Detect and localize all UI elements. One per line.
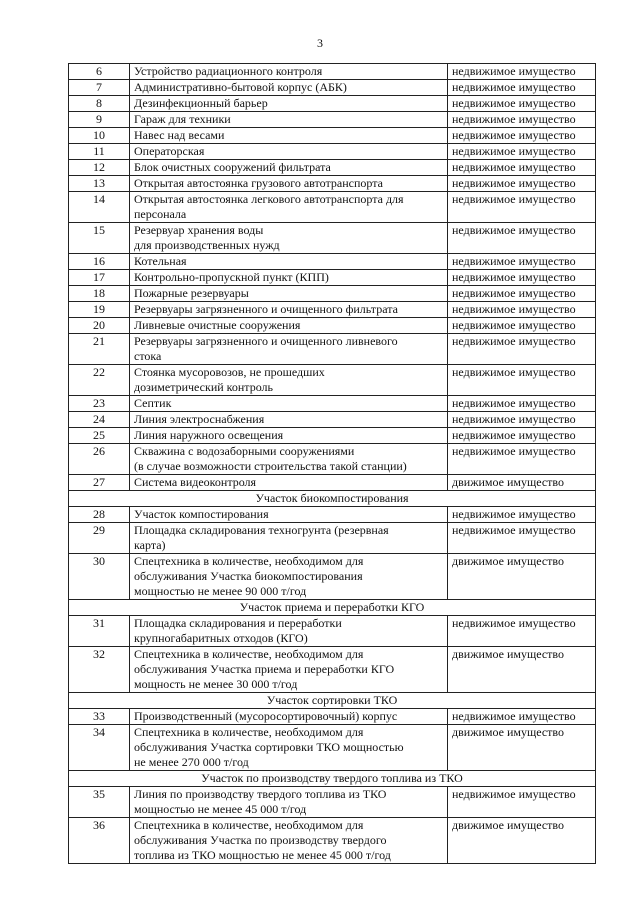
row-number: 35 xyxy=(69,787,130,818)
row-number: 10 xyxy=(69,128,130,144)
object-name-line: стока xyxy=(134,349,162,363)
table-row xyxy=(69,616,596,647)
property-type: движимое имущество xyxy=(448,818,596,864)
object-name-line: не менее 270 000 т/год xyxy=(134,755,249,769)
property-type: недвижимое имущество xyxy=(448,412,596,428)
property-type: недвижимое имущество xyxy=(448,192,596,223)
object-name-line: Резервуары загрязненного и очищенного ливневого xyxy=(134,334,398,348)
object-name-cell xyxy=(130,396,448,412)
object-name-cell xyxy=(130,64,448,80)
property-type: недвижимое имущество xyxy=(448,507,596,523)
table-row xyxy=(69,144,596,160)
row-number: 17 xyxy=(69,270,130,286)
object-name-cell xyxy=(130,160,448,176)
object-name-cell xyxy=(130,818,448,864)
property-type: движимое имущество xyxy=(448,475,596,491)
property-type: недвижимое имущество xyxy=(448,96,596,112)
table-row xyxy=(69,254,596,270)
object-name-line: Пожарные резервуары xyxy=(134,286,249,300)
row-number: 24 xyxy=(69,412,130,428)
object-name-line: Скважина с водозаборными сооружениями xyxy=(134,444,355,458)
object-name-cell xyxy=(130,365,448,396)
row-number: 8 xyxy=(69,96,130,112)
property-type: недвижимое имущество xyxy=(448,112,596,128)
table-row xyxy=(69,412,596,428)
row-number: 28 xyxy=(69,507,130,523)
object-name-cell xyxy=(130,302,448,318)
row-number: 21 xyxy=(69,334,130,365)
object-name-line: Система видеоконтроля xyxy=(134,475,257,489)
object-name-line: топлива из ТКО мощностью не менее 45 000 т/год xyxy=(134,848,391,862)
row-number: 26 xyxy=(69,444,130,475)
object-name-line: Площадка складирования техногрунта (резервная xyxy=(134,523,389,537)
table-row xyxy=(69,176,596,192)
property-type: недвижимое имущество xyxy=(448,254,596,270)
section-header-row xyxy=(69,693,596,709)
object-name-cell xyxy=(130,725,448,771)
section-title: Участок сортировки ТКО xyxy=(69,693,596,709)
row-number: 30 xyxy=(69,554,130,600)
object-name-line: обслуживания Участка по производству твердого xyxy=(134,833,387,847)
property-type: недвижимое имущество xyxy=(448,160,596,176)
object-name-line: Административно-бытовой корпус (АБК) xyxy=(134,80,347,94)
row-number: 6 xyxy=(69,64,130,80)
object-name-line: обслуживания Участка сортировки ТКО мощностью xyxy=(134,740,404,754)
table-row xyxy=(69,444,596,475)
section-title: Участок приема и переработки КГО xyxy=(69,600,596,616)
object-name-cell xyxy=(130,523,448,554)
object-name-line: Контрольно-пропускной пункт (КПП) xyxy=(134,270,329,284)
row-number: 12 xyxy=(69,160,130,176)
section-header-row xyxy=(69,771,596,787)
object-name-line: Спецтехника в количестве, необходимом для xyxy=(134,554,364,568)
table-row xyxy=(69,64,596,80)
table-row xyxy=(69,787,596,818)
table-row xyxy=(69,302,596,318)
object-name-line: Линия по производству твердого топлива из ТКО xyxy=(134,787,387,801)
table-row xyxy=(69,647,596,693)
property-type: недвижимое имущество xyxy=(448,270,596,286)
object-name-line: мощностью не менее 90 000 т/год xyxy=(134,584,307,598)
property-type: недвижимое имущество xyxy=(448,428,596,444)
section-title: Участок биокомпостирования xyxy=(69,491,596,507)
object-name-cell xyxy=(130,334,448,365)
object-name-cell xyxy=(130,554,448,600)
object-name-line: Открытая автостоянка грузового автотранспорта xyxy=(134,176,383,190)
object-name-line: Ливневые очистные сооружения xyxy=(134,318,301,332)
property-type: недвижимое имущество xyxy=(448,302,596,318)
row-number: 25 xyxy=(69,428,130,444)
row-number: 20 xyxy=(69,318,130,334)
object-name-line: Площадка складирования и переработки xyxy=(134,616,342,630)
row-number: 7 xyxy=(69,80,130,96)
object-name-line: Резервуар хранения воды xyxy=(134,223,264,237)
table-row xyxy=(69,286,596,302)
row-number: 15 xyxy=(69,223,130,254)
property-type: недвижимое имущество xyxy=(448,709,596,725)
table-row xyxy=(69,96,596,112)
object-name-line: Септик xyxy=(134,396,172,410)
object-name-cell xyxy=(130,286,448,302)
object-name-cell xyxy=(130,96,448,112)
object-name-line: Навес над весами xyxy=(134,128,225,142)
object-name-cell xyxy=(130,176,448,192)
row-number: 27 xyxy=(69,475,130,491)
object-name-cell xyxy=(130,80,448,96)
property-type: недвижимое имущество xyxy=(448,144,596,160)
table-row xyxy=(69,365,596,396)
object-name-cell xyxy=(130,112,448,128)
row-number: 13 xyxy=(69,176,130,192)
object-name-cell xyxy=(130,428,448,444)
object-name-cell xyxy=(130,223,448,254)
row-number: 32 xyxy=(69,647,130,693)
object-name-cell xyxy=(130,128,448,144)
row-number: 22 xyxy=(69,365,130,396)
object-name-cell xyxy=(130,787,448,818)
table-row xyxy=(69,475,596,491)
property-type: недвижимое имущество xyxy=(448,787,596,818)
row-number: 19 xyxy=(69,302,130,318)
object-name-cell xyxy=(130,475,448,491)
object-name-cell xyxy=(130,412,448,428)
object-name-line: (в случае возможности строительства такой станции) xyxy=(134,459,407,473)
row-number: 29 xyxy=(69,523,130,554)
table-row xyxy=(69,80,596,96)
property-type: движимое имущество xyxy=(448,554,596,600)
object-name-cell xyxy=(130,444,448,475)
object-name-line: Спецтехника в количестве, необходимом для xyxy=(134,647,364,661)
row-number: 36 xyxy=(69,818,130,864)
object-name-line: мощностью не менее 45 000 т/год xyxy=(134,802,307,816)
property-type: недвижимое имущество xyxy=(448,318,596,334)
table-row xyxy=(69,709,596,725)
object-name-line: Производственный (мусоросортировочный) корпус xyxy=(134,709,398,723)
object-name-cell xyxy=(130,318,448,334)
row-number: 16 xyxy=(69,254,130,270)
property-type: недвижимое имущество xyxy=(448,286,596,302)
object-name-line: для производственных нужд xyxy=(134,238,280,252)
table-row xyxy=(69,396,596,412)
property-type: недвижимое имущество xyxy=(448,444,596,475)
table-row xyxy=(69,192,596,223)
table-row xyxy=(69,818,596,864)
table-row xyxy=(69,725,596,771)
row-number: 14 xyxy=(69,192,130,223)
section-header-row xyxy=(69,491,596,507)
object-name-cell xyxy=(130,616,448,647)
table-row xyxy=(69,318,596,334)
object-name-cell xyxy=(130,709,448,725)
object-name-cell xyxy=(130,507,448,523)
property-type: недвижимое имущество xyxy=(448,223,596,254)
row-number: 9 xyxy=(69,112,130,128)
object-name-line: обслуживания Участка биокомпостирования xyxy=(134,569,363,583)
object-name-line: Гараж для техники xyxy=(134,112,231,126)
object-name-line: Операторская xyxy=(134,144,205,158)
object-name-line: обслуживания Участка приема и переработки КГО xyxy=(134,662,395,676)
object-name-line: крупногабаритных отходов (КГО) xyxy=(134,631,308,645)
table-row xyxy=(69,223,596,254)
property-type: недвижимое имущество xyxy=(448,128,596,144)
object-name-line: Блок очистных сооружений фильтрата xyxy=(134,160,331,174)
object-name-cell xyxy=(130,270,448,286)
table-row xyxy=(69,554,596,600)
property-table xyxy=(68,63,596,864)
object-name-line: карта) xyxy=(134,538,166,552)
object-name-line: Линия наружного освещения xyxy=(134,428,284,442)
table-body xyxy=(69,64,596,864)
object-name-line: Котельная xyxy=(134,254,187,268)
table-row xyxy=(69,128,596,144)
object-name-line: дозиметрический контроль xyxy=(134,380,273,394)
table-row xyxy=(69,507,596,523)
section-header-row xyxy=(69,600,596,616)
table-row xyxy=(69,523,596,554)
page-number: 3 xyxy=(317,36,323,50)
object-name-cell xyxy=(130,254,448,270)
row-number: 18 xyxy=(69,286,130,302)
property-type: недвижимое имущество xyxy=(448,64,596,80)
table-row xyxy=(69,160,596,176)
property-type: движимое имущество xyxy=(448,647,596,693)
row-number: 23 xyxy=(69,396,130,412)
property-type: недвижимое имущество xyxy=(448,523,596,554)
object-name-line: Спецтехника в количестве, необходимом для xyxy=(134,725,364,739)
property-type: движимое имущество xyxy=(448,725,596,771)
object-name-cell xyxy=(130,144,448,160)
object-name-line: Спецтехника в количестве, необходимом для xyxy=(134,818,364,832)
property-type: недвижимое имущество xyxy=(448,616,596,647)
table-row xyxy=(69,334,596,365)
object-name-line: Линия электроснабжения xyxy=(134,412,265,426)
property-type: недвижимое имущество xyxy=(448,334,596,365)
property-type: недвижимое имущество xyxy=(448,365,596,396)
table-row xyxy=(69,428,596,444)
object-name-line: Открытая автостоянка легкового автотранспорта для xyxy=(134,192,404,206)
property-type: недвижимое имущество xyxy=(448,80,596,96)
property-type: недвижимое имущество xyxy=(448,396,596,412)
object-name-cell xyxy=(130,192,448,223)
object-name-line: Резервуары загрязненного и очищенного фильтрата xyxy=(134,302,398,316)
table-row xyxy=(69,112,596,128)
row-number: 31 xyxy=(69,616,130,647)
property-type: недвижимое имущество xyxy=(448,176,596,192)
row-number: 33 xyxy=(69,709,130,725)
object-name-line: Дезинфекционный барьер xyxy=(134,96,268,110)
object-name-line: Стоянка мусоровозов, не прошедших xyxy=(134,365,325,379)
object-name-line: мощность не менее 30 000 т/год xyxy=(134,677,298,691)
row-number: 11 xyxy=(69,144,130,160)
object-name-line: Устройство радиационного контроля xyxy=(134,64,323,78)
row-number: 34 xyxy=(69,725,130,771)
table-row xyxy=(69,270,596,286)
section-title: Участок по производству твердого топлива из ТКО xyxy=(69,771,596,787)
object-name-line: персонала xyxy=(134,207,187,221)
object-name-line: Участок компостирования xyxy=(134,507,269,521)
object-name-cell xyxy=(130,647,448,693)
